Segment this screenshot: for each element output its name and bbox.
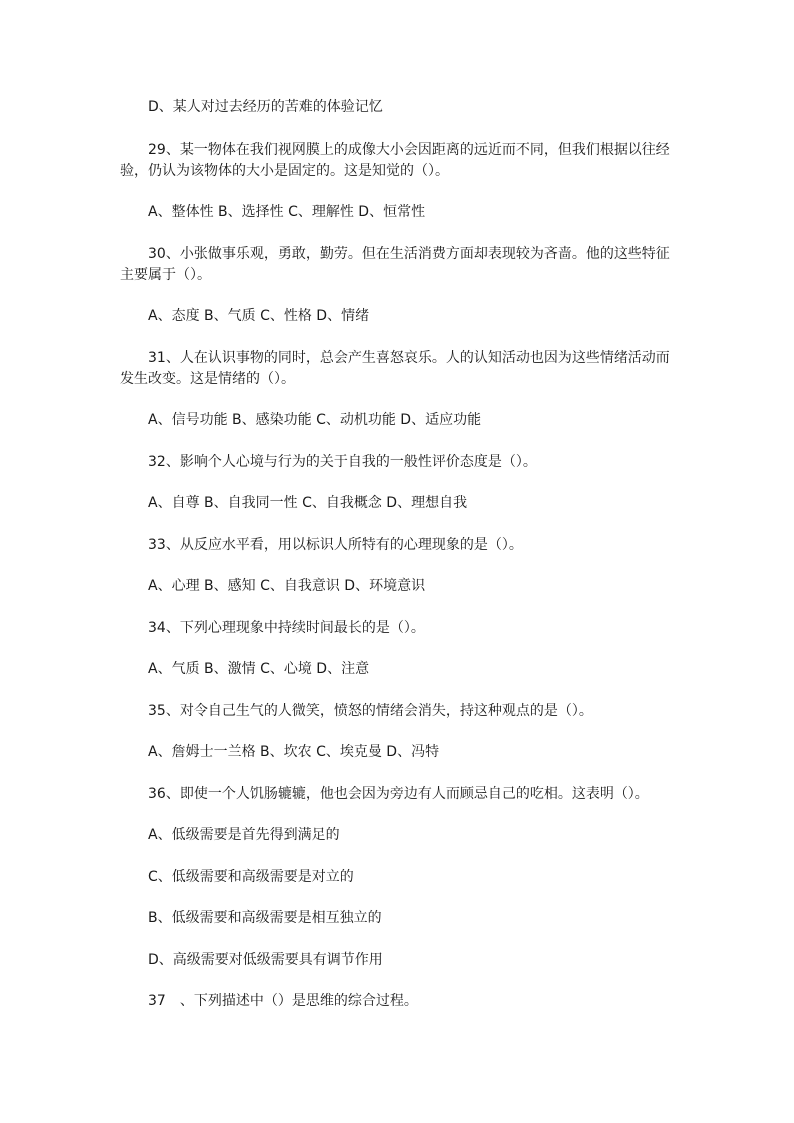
answer-options-31: A、信号功能 B、感染功能 C、动机功能 D、适应功能 bbox=[148, 412, 482, 428]
question-37: 37 、下列描述中（）是思维的综合过程。 bbox=[148, 993, 418, 1009]
question-30-line-1: 30、小张做事乐观，勇敢，勤劳。但在生活消费方面却表现较为吝啬。他的这些特征 bbox=[148, 246, 670, 262]
answer-options-35: A、詹姆士一兰格 B、坎农 C、埃克曼 D、冯特 bbox=[148, 744, 440, 760]
question-33: 33、从反应水平看，用以标识人所特有的心理现象的是（）。 bbox=[148, 537, 523, 553]
question-29-line-2: 验，仍认为该物体的大小是固定的。这是知觉的（）。 bbox=[120, 163, 449, 179]
answer-options-33: A、心理 B、感知 C、自我意识 D、环境意识 bbox=[148, 578, 426, 594]
question-32: 32、影响个人心境与行为的关于自我的一般性评价态度是（）。 bbox=[148, 454, 537, 470]
answer-options-29: A、整体性 B、选择性 C、理解性 D、恒常性 bbox=[148, 204, 426, 220]
question-31-line-2: 发生改变。这是情绪的（）。 bbox=[120, 371, 295, 387]
question-31-line-1: 31、人在认识事物的同时，总会产生喜怒哀乐。人的认知活动也因为这些情绪活动而 bbox=[148, 350, 670, 366]
answer-options-30: A、态度 B、气质 C、性格 D、情绪 bbox=[148, 308, 370, 324]
option-line: D、某人对过去经历的苦难的体验记忆 bbox=[148, 99, 383, 115]
question-35: 35、对令自己生气的人微笑，愤怒的情绪会消失，持这种观点的是（）。 bbox=[148, 703, 593, 719]
question-36: 36、即使一个人饥肠辘辘，他也会因为旁边有人而顾忌自己的吃相。这表明（）。 bbox=[148, 786, 649, 802]
answer-options-34: A、气质 B、激情 C、心境 D、注意 bbox=[148, 661, 370, 677]
answer-option-36-c: C、低级需要和高级需要是对立的 bbox=[148, 869, 354, 885]
answer-option-36-b: B、低级需要和高级需要是相互独立的 bbox=[148, 910, 382, 926]
question-29-line-1: 29、某一物体在我们视网膜上的成像大小会因距离的远近而不同，但我们根据以往经 bbox=[148, 142, 670, 158]
answer-options-32: A、自尊 B、自我同一性 C、自我概念 D、理想自我 bbox=[148, 495, 468, 511]
question-30-line-2: 主要属于（）。 bbox=[120, 267, 211, 283]
answer-option-36-a: A、低级需要是首先得到满足的 bbox=[148, 827, 340, 843]
question-34: 34、下列心理现象中持续时间最长的是（）。 bbox=[148, 620, 425, 636]
answer-option-36-d: D、高级需要对低级需要具有调节作用 bbox=[148, 952, 383, 968]
